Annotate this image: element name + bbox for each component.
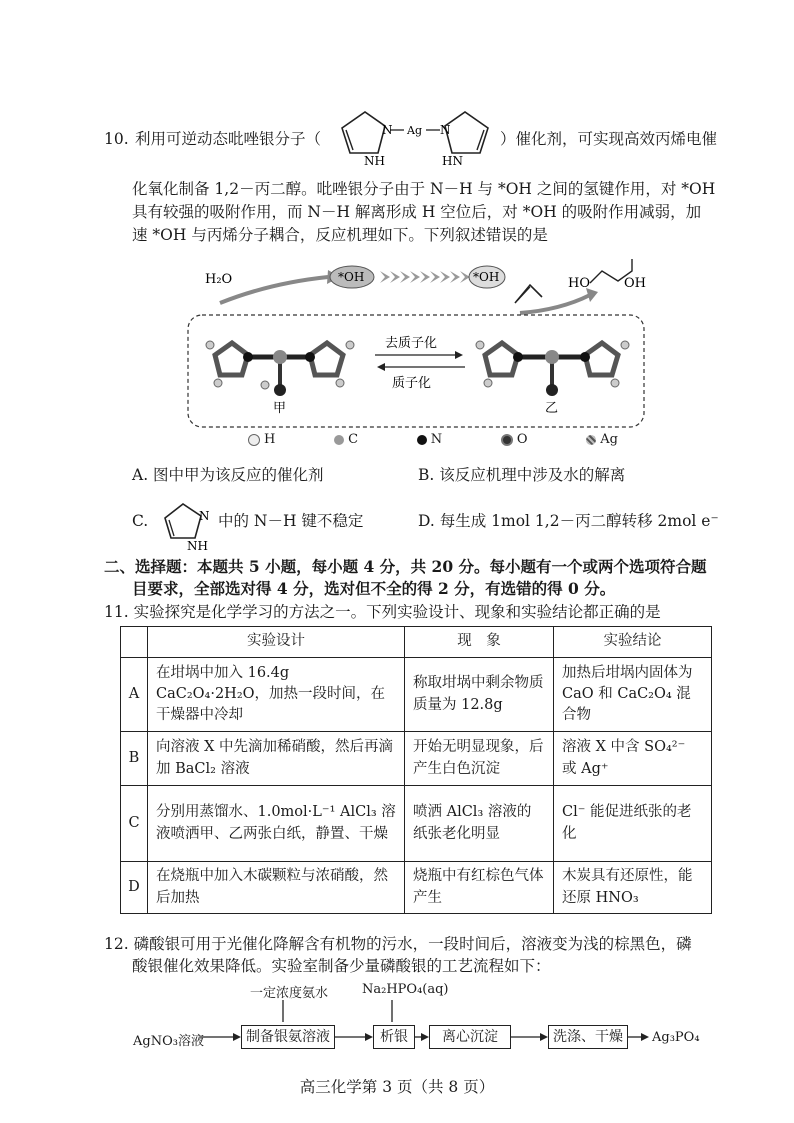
reagent1-label: 一定浓度氨水 <box>250 986 329 1001</box>
legend-o: O <box>501 432 528 447</box>
pyrazole-ring-icon <box>155 496 223 552</box>
ring-ag: Ag <box>407 124 422 137</box>
page-footer: 高三化学第 3 页（共 8 页） <box>299 1078 495 1096</box>
legend-h: H <box>248 432 275 447</box>
q10-option-b: B. 该反应机理中涉及水的解离 <box>418 466 626 484</box>
oh-right-label: *OH <box>473 270 500 284</box>
q10-number: 10. <box>104 130 129 148</box>
q11-stem: 11. 实验探究是化学学习的方法之一。下列实验设计、现象和实验结论都正确的是 <box>104 603 661 621</box>
flow-step-1: 制备银氨溶液 <box>241 1025 335 1049</box>
arrow-bottom-label: 质子化 <box>392 376 432 391</box>
arrow-top-label: 去质子化 <box>385 336 438 351</box>
header-conclusion: 实验结论 <box>554 627 712 658</box>
svg-text:N: N <box>199 509 210 523</box>
q12-line2: 酸银催化效果降低。实验室制备少量磷酸银的工艺流程如下： <box>132 957 551 975</box>
product-oh: OH <box>624 276 646 291</box>
legend-ag: Ag <box>586 432 618 447</box>
flow-step-4: 洗涤、干燥 <box>548 1025 628 1049</box>
q10-line1b: ）催化剂，可实现高效丙烯电催 <box>500 130 718 148</box>
q10-option-c: 中的 N－H 键不稳定 <box>218 512 364 530</box>
reagent2-label: Na₂HPO₄(aq) <box>362 982 449 997</box>
flow-output: Ag₃PO₄ <box>652 1030 700 1045</box>
flow-step-2: 析银 <box>373 1025 415 1049</box>
h2o-label: H₂O <box>205 272 233 287</box>
q10-option-d: D. 每生成 1mol 1,2－丙二醇转移 2mol e⁻ <box>418 512 719 530</box>
chevron-chain <box>380 271 470 283</box>
q10-option-c-prefix: C. <box>132 512 149 530</box>
legend-c: C <box>334 432 358 447</box>
q10-line2: 化氧化制备 1,2－丙二醇。吡唑银分子由于 N－H 与 *OH 之间的氢键作用，对 *OH <box>132 180 716 198</box>
flow-step-3: 离心沉淀 <box>429 1025 511 1049</box>
q10-line4: 速 *OH 与丙烯分子耦合，反应机理如下。下列叙述错误的是 <box>132 226 548 244</box>
product-ho: HO <box>568 276 590 291</box>
label-yi: 乙 <box>545 401 559 416</box>
q12-line1: 12. 磷酸银可用于光催化降解含有机物的污水，一段时间后，溶液变为浅的棕黑色，磷 <box>104 935 692 953</box>
oh-left-label: *OH <box>338 270 365 284</box>
legend-n: N <box>417 432 442 447</box>
table-row: C 分别用蒸馏水、1.0mol·L⁻¹ AlCl₃ 溶液喷洒甲、乙两张白纸，静置、干燥 喷洒 AlCl₃ 溶液的纸张老化明显 Cl⁻ 能促进纸张的老化 <box>121 786 712 862</box>
section2-line2: 目要求，全部选对得 4 分，选对但不全的得 2 分，有选错的得 0 分。 <box>132 579 616 598</box>
svg-text:NH: NH <box>187 539 208 552</box>
table-row: D 在烧瓶中加入木碳颗粒与浓硝酸，然后加热 烧瓶中有红棕色气体产生 木炭具有还原性，能还原 HNO₃ <box>121 862 712 914</box>
pyrazole-silver-structure <box>330 98 500 168</box>
table-row: A 在坩埚中加入 16.4g CaC₂O₄·2H₂O，加热一段时间，在干燥器中冷却 称取坩埚中剩余物质质量为 12.8g 加热后坩埚内固体为 CaO 和 CaC₂O₄ 混合物 <box>121 658 712 732</box>
atom-legend <box>248 432 618 447</box>
ring-nh: NH <box>364 154 385 168</box>
section2-line1: 二、选择题：本题共 5 小题，每小题 4 分，共 20 分。每小题有一个或两个选项符合题 <box>104 557 707 576</box>
ring-n-right: N <box>440 123 451 137</box>
mechanism-diagram <box>180 255 680 455</box>
flow-input: AgNO₃溶液 <box>133 1034 204 1049</box>
table-header-row <box>121 627 712 658</box>
header-phenomenon: 现 象 <box>405 627 554 658</box>
experiment-table <box>120 626 712 914</box>
table-row: B 向溶液 X 中先滴加稀硝酸，然后再滴加 BaCl₂ 溶液 开始无明显现象，后产生白色沉淀 溶液 X 中含 SO₄²⁻ 或 Ag⁺ <box>121 732 712 786</box>
label-jia: 甲 <box>273 401 287 416</box>
q10-line3: 具有较强的吸附作用，而 N－H 解离形成 H 空位后，对 *OH 的吸附作用减弱，加 <box>132 203 702 221</box>
ring-n-left: N <box>382 123 393 137</box>
q10-option-a: A. 图中甲为该反应的催化剂 <box>132 466 324 484</box>
ring-hn: HN <box>442 154 463 168</box>
q10-line1a: 利用可逆动态吡唑银分子（ <box>135 130 322 148</box>
molecule-yi <box>476 341 629 396</box>
header-design: 实验设计 <box>148 627 405 658</box>
molecule-jia <box>206 341 354 396</box>
